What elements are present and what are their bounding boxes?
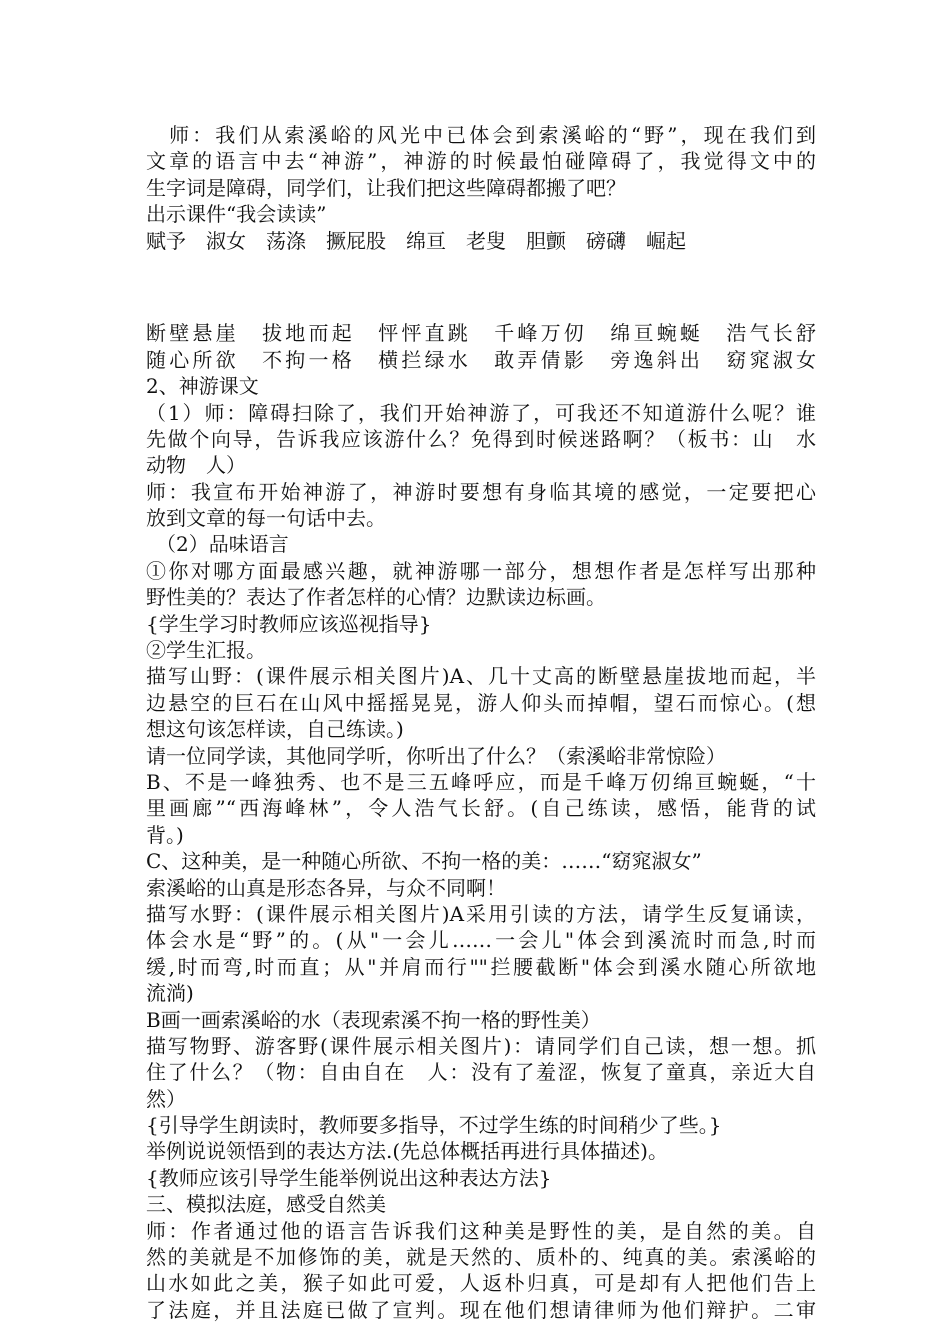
- text-line: 举例说说领悟到的表达方法.(先总体概括再进行具体描述)。: [146, 1139, 668, 1164]
- text-line: 了法庭，并且法庭已做了宣判。现在他们想请律师为他们辩护。二审: [146, 1297, 816, 1322]
- text-line: （1）师：障碍扫除了，我们开始神游了，可我还不知道游什么呢？谁: [146, 400, 816, 425]
- blank-line: [146, 274, 816, 300]
- text-line: 山水如此之美，猴子如此可爱，人返朴归真，可是却有人把他们告上: [146, 1271, 816, 1296]
- text-line: 师：作者通过他的语言告诉我们这种美是野性的美，是自然的美。自: [146, 1218, 816, 1243]
- text-line: 生字词是障碍，同学们，让我们把这些障碍都搬了吧？: [146, 175, 626, 200]
- text-line: 然的美就是不加修饰的美，就是天然的、质朴的、纯真的美。索溪峪的: [146, 1245, 816, 1270]
- text-line: 体会水是“野”的。(从"一会儿……一会儿"体会到溪流时而急,时而: [146, 928, 816, 953]
- text-line: 先做个向导，告诉我应该游什么？免得到时候迷路啊？（板书：山 水: [146, 426, 816, 451]
- text-line: 野性美的？表达了作者怎样的心情？边默读边标画。: [146, 585, 606, 610]
- text-line: 边悬空的巨石在山风中摇摇晃晃，游人仰头而掉帽，望石而惊心。(想: [146, 690, 816, 715]
- text-line: {引导学生朗读时，教师要多指导，不过学生练的时间稍少了些。}: [146, 1113, 722, 1138]
- text-line: {学生学习时教师应该巡视指导}: [146, 611, 432, 636]
- text-line: 文章的语言中去“神游”，神游的时候最怕碰障碍了，我觉得文中的: [146, 149, 816, 174]
- text-line: 描写水野：(课件展示相关图片)A采用引读的方法，请学生反复诵读，: [146, 901, 816, 926]
- text-line: C、这种美，是一种随心所欲、不拘一格的美：……“窈窕淑女”: [146, 849, 702, 874]
- text-line: 请一位同学读，其他同学听，你听出了什么？（索溪峪非常惊险）: [146, 743, 726, 768]
- text-line: 流淌): [146, 981, 194, 1006]
- text-line: 背。): [146, 822, 184, 847]
- text-line: 想这句该怎样读，自己练读。): [146, 717, 404, 742]
- text-line: 然）: [146, 1086, 186, 1111]
- text-line: 描写山野：(课件展示相关图片)A、几十丈高的断壁悬崖拔地而起，半: [146, 664, 816, 689]
- text-line: B、不是一峰独秀、也不是三五峰呼应，而是千峰万仞绵亘蜿蜒，“十: [146, 769, 816, 794]
- text-line: 缓,时而弯,时而直；从"并肩而行""拦腰截断"体会到溪水随心所欲地: [146, 954, 816, 979]
- text-line: B画一画索溪峪的水（表现索溪不拘一格的野性美）: [146, 1007, 601, 1032]
- text-line: 动物 人）: [146, 453, 246, 478]
- text-line: ①你对哪方面最感兴趣，就神游哪一部分，想想作者是怎样写出那种: [146, 558, 816, 583]
- text-line: 住了什么？（物：自由自在 人：没有了羞涩，恢复了童真，亲近大自: [146, 1060, 816, 1085]
- text-line: 师：我宣布开始神游了，神游时要想有身临其境的感觉，一定要把心: [146, 479, 816, 504]
- text-line: 里画廊”“西海峰林”，令人浩气长舒。(自己练读，感悟，能背的试: [146, 796, 816, 821]
- text-line: 断壁悬崖 拔地而起 怦怦直跳 千峰万仞 绵亘蜿蜒 浩气长舒: [146, 321, 816, 346]
- document-body: [146, 122, 816, 1323]
- text-line: （2）品味语言: [146, 532, 289, 557]
- text-line: 索溪峪的山真是形态各异，与众不同啊！: [146, 875, 506, 900]
- text-line: 描写物野、游客野(课件展示相关图片)：请同学们自己读，想一想。抓: [146, 1033, 816, 1058]
- text-line: 放到文章的每一句话中去。: [146, 506, 386, 531]
- text-line: 三、模拟法庭，感受自然美: [146, 1192, 386, 1217]
- text-line: {教师应该引导学生能举例说出这种表达方法}: [146, 1165, 552, 1190]
- text-line: 2、神游课文: [146, 374, 259, 399]
- text-line: ②学生汇报。: [146, 638, 266, 663]
- text-line: 出示课件“我会读读”: [146, 202, 327, 227]
- text-line: 师：我们从索溪峪的风光中已体会到索溪峪的“野”，现在我们到: [146, 123, 816, 147]
- text-line: 赋予 淑女 荡涤 撅屁股 绵亘 老叟 胆颤 磅礴 崛起: [146, 228, 686, 253]
- text-line: 随心所欲 不拘一格 横拦绿水 敢弄倩影 旁逸斜出 窈窕淑女: [146, 347, 816, 372]
